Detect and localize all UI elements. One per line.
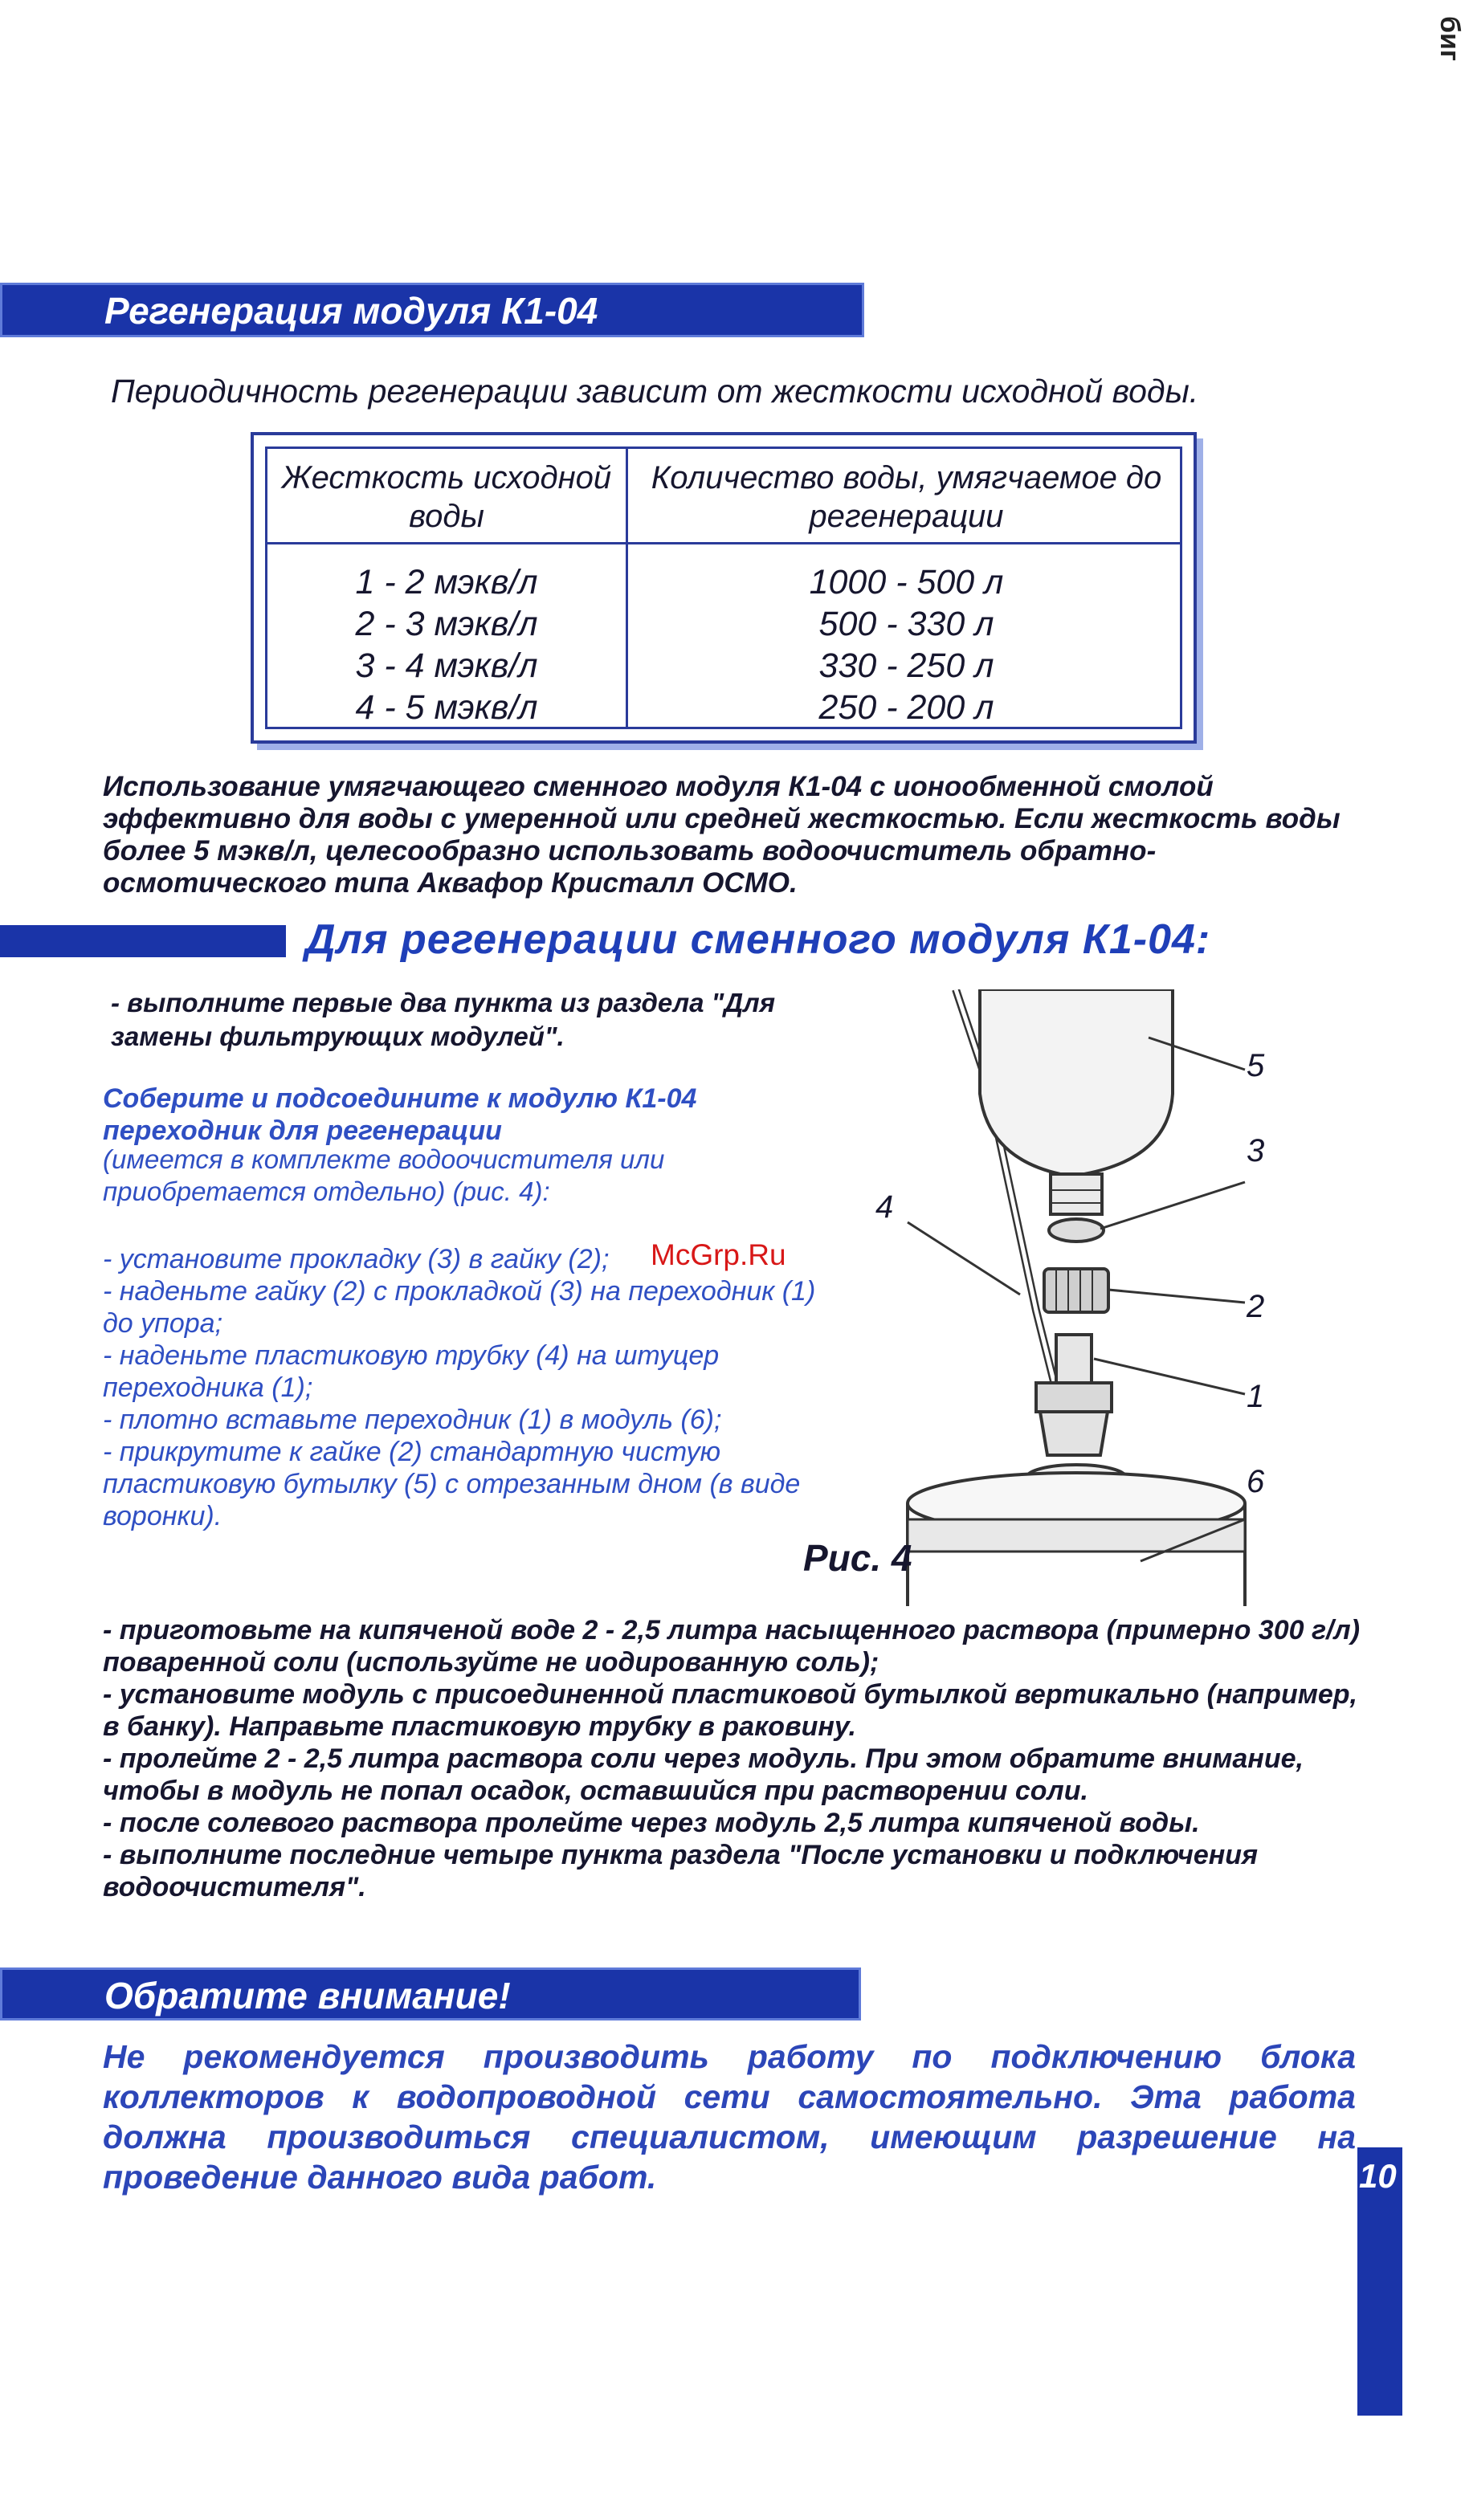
page-number: 10 (1359, 2157, 1397, 2195)
watermark: McGrp.Ru (651, 1238, 786, 1271)
figure-label-2: 2 (1247, 1289, 1265, 1324)
table-row-divider (267, 542, 1180, 544)
figure-label-3: 3 (1247, 1133, 1265, 1168)
page-number-tab (1357, 2147, 1402, 2416)
first-step-text: - выполните первые два пункта из раздела "Для замены фильтрующих модулей". (111, 988, 776, 1051)
hardness-table-inner (265, 447, 1182, 729)
table-header-hardness: Жесткость исходной воды (281, 460, 612, 534)
adapter-1-base (1040, 1412, 1108, 1455)
nut-2-shape (1044, 1269, 1108, 1312)
procedure-heading: Для регенерации сменного модуля К1-04: (305, 916, 1211, 963)
intro-text: Периодичность регенерации зависит от жесткости исходной воды. (111, 373, 1199, 410)
assembly-title: Соберите и подсоедините к модулю К1-04 переходник для регенерации (103, 1083, 697, 1146)
list-item: - наденьте пластиковую трубку (4) на штуцер переходника (1); (103, 1340, 720, 1403)
table-cell: 250 - 200 л (818, 688, 994, 727)
leader-line-2 (1108, 1290, 1245, 1303)
table-cell: 500 - 330 л (818, 605, 994, 643)
hardness-table (251, 432, 1197, 744)
list-item: - установите прокладку (3) в гайку (2); (103, 1244, 610, 1274)
assembly-subtitle: (имеется в комплекте водоочистителя или приобретается отдельно) (рис. 4): (103, 1144, 665, 1206)
list-item: - приготовьте на кипяченой воде 2 - 2,5 литра насыщенного раствора (примерно 300 г/л) поваренной соли (используйте не иодированную соль); (103, 1615, 1361, 1678)
table-cell: 4 - 5 мэкв/л (355, 688, 538, 727)
leader-line-4 (908, 1222, 1020, 1295)
table-cell: 2 - 3 мэкв/л (355, 605, 538, 643)
figure-label-6: 6 (1247, 1464, 1265, 1499)
table-col-hardness (267, 561, 626, 728)
figure-label-1: 1 (1247, 1379, 1265, 1414)
figure-caption: Рис. 4 (803, 1537, 912, 1579)
list-item: - пролейте 2 - 2,5 литра раствора соли через модуль. При этом обратите внимание, чтобы в модуль не попал осадок, оставшийся при растворении соли. (103, 1743, 1304, 1806)
list-item: - установите модуль с присоединенной пластиковой бутылкой вертикально (например, в банку). Направьте пластиковую трубку в раковину. (103, 1679, 1357, 1742)
assembly-steps-list (103, 1243, 826, 1532)
adapter-1-body (1036, 1383, 1112, 1412)
list-item: - наденьте гайку (2) с прокладкой (3) на переходник (1) до упора; (103, 1276, 816, 1339)
bottle-neck (1051, 1174, 1102, 1214)
salt-steps-list (103, 1614, 1380, 1903)
table-cell: 1 - 2 мэкв/л (355, 563, 538, 601)
leader-line-3 (1100, 1182, 1245, 1229)
adapter-1-top (1056, 1335, 1092, 1383)
module-6-band (908, 1519, 1245, 1552)
list-item: - прикрутите к гайке (2) стандартную чистую пластиковую бутылку (5) с отрезанным дном (в виде воронки). (103, 1437, 801, 1531)
table-col-volume (628, 561, 1185, 728)
warning-text: Не рекомендуется производить работу по подключению блока коллекторов к водопроводной сети самостоятельно. Эта работа должна производиться специалистом, имеющим разрешение на проведение данного вида работ. (103, 2038, 1356, 2196)
leader-line-1 (1094, 1359, 1245, 1394)
section-title-attention: Обратите внимание! (104, 1975, 511, 2016)
table-cell: 330 - 250 л (818, 646, 994, 685)
list-item: - выполните последние четыре пункта раздела "После установки и подключения водоочистителя". (103, 1840, 1259, 1902)
table-header-volume: Количество воды, умягчаемое до регенерации (651, 460, 1162, 534)
section-banner-regeneration (0, 283, 864, 337)
section-title-regeneration: Регенерация модуля К1-04 (104, 290, 598, 332)
usage-note: Использование умягчающего сменного модуля К1-04 с ионообменной смолой эффективно для воды с умеренной или средней жесткостью. Если жесткость воды более 5 мэкв/л, целесообразно использовать водоочиститель обратно-осмотического типа Аквафор Кристалл ОСМО. (103, 771, 1341, 899)
gasket-3-shape (1049, 1219, 1104, 1242)
table-cell: 3 - 4 мэкв/л (355, 646, 538, 685)
figure-label-4: 4 (875, 1189, 894, 1225)
list-item: - после солевого раствора пролейте через модуль 2,5 литра кипяченой воды. (103, 1808, 1200, 1838)
table-cell: 1000 - 500 л (809, 563, 1004, 601)
page-corner-fragment: биг (1434, 16, 1465, 62)
figure-4-diagram (795, 989, 1406, 1606)
section-banner-attention (0, 1967, 861, 2020)
bottle-5-shape (980, 989, 1173, 1174)
figure-label-5: 5 (1247, 1048, 1265, 1083)
procedure-accent-bar (0, 925, 286, 957)
list-item: - плотно вставьте переходник (1) в модуль (6); (103, 1405, 722, 1435)
